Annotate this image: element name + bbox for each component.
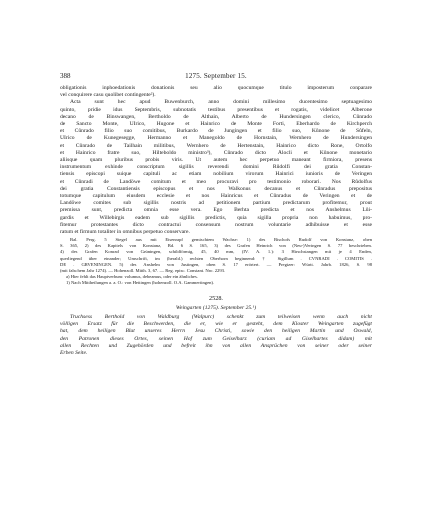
text-line: gardis et Willebirgis eadem sub sigillis predictis, quia sigilla propria non habuimus, pro- [60, 214, 372, 221]
note-line: querliegend über einander; Umschrift, im (herald.) rechten Oberhorn beginnend: † Sigillum . CVNRADI . COMITIS . [60, 255, 372, 261]
text-line: totumque capitulum eiusdem ecclesie et nos Hainricus et Cůnradus de Veringen et de [60, 193, 372, 200]
seal-description [60, 237, 372, 274]
note-line: Bal. Perg. 5 Siegel aus mit Eisenrapf gemischtem Wachse: 1) des Bischofs Rudolf von Konstanz, oben [70, 237, 372, 243]
footnote: 1) Nach Mittheilungen a. a. O.: von Hettingen (hohenzoll. O.A. Gammertingen). [66, 279, 215, 285]
text-line: ratum et firmum totaliter in omnibus perpetuo conservare. [60, 229, 190, 236]
running-header [60, 72, 372, 81]
text-line: de Sancto Monte, ŪIrico, Hugone et Hainrico de Monte Forti, Eberhardo de Kirchperch [60, 121, 372, 128]
text-line: ŪIrico de Kunegesegge, Hermanno et Manegoldo de Hornstain, Wernhero de Hundersingen [60, 135, 372, 142]
summary-line: hat, dem heiligen Blut unseres Herrn Jesu Christi, sowie den heiligen Martin und Oswald, [60, 328, 372, 335]
running-title: 1275. September 15. [185, 72, 247, 80]
text-line: Landöwe comites sub sigillis nostris ad petitionem partium predictarum profitemur, prout [60, 200, 372, 207]
text-body [60, 85, 372, 357]
text-line: instrumentum exhinde conscriptum sigillis reverendi domini Růdolfi dei gratia Constan- [60, 164, 372, 171]
text-line: et Cůnrado de Tailhain militibus, Wernhero de Hertenstain, Hainrico dicto Rone, Ortolfo [60, 142, 372, 149]
summary-line: Erben Seite. [60, 350, 88, 357]
summary-line: völligen Ersatz für die Beschwerden, die er, wie er gesteht, dem Kloster Weingarten zugefügt [60, 321, 372, 328]
text-line: premissa sunt, predicta omnia esse vera. Ego Berhta predicta et nos Anshelmus Lůi- [60, 207, 372, 214]
text-line: quinto, pridie idus Septembris, subnotatis testibus presentibus et rogatis, videlicet Alberone [60, 106, 372, 113]
note-line: DE . GRVENINGEN. 5) des Anshelm von Justingen, oben S. 17 erörtert. — Pregizer: Württ. Jahrb. 1826, S. 98 [60, 261, 372, 267]
footnotes [60, 274, 372, 286]
text-line: et Cůnradi de Landöwe comitum et meo procuravi pro testimonio roborari. Nos Růdolfus [60, 178, 372, 185]
place-date: Weingarten (1275). September 25.¹) [175, 305, 257, 312]
text-line: aliisque quam pluribus probis viris. Ut autem hec perpetuo maneant firmiora, presens [60, 157, 372, 164]
note-line: 4) des Grafen Konrad von Grüningen, schildförmig, 45, 40 mm, (IV. A. 1.): 3 Hirschstangen mit je 4 Enden, [60, 249, 372, 255]
note-line: (mit falschem Jahr 1274). — Hohenzoll. Mitth. 3, 67. — Reg. episc. Constant. Nro. 2293. [60, 267, 226, 273]
text-line: et Hainrico fratre suo, Hilteboldo ministro³), Cůnrado dicto Ålocli et Kůnone monetario [60, 149, 372, 156]
text-line: et Cůnrado filio suo comitibus, Burkardo de Jungingen et filio suo, Kůnone de Sůfeln, [60, 128, 372, 135]
text-line: tiensis episcopi suique capituli ac etiam nobilium virorum Hainrici iunioris de Veringen [60, 171, 372, 178]
text-line: decano de Binswangen, Bertholdo de Althain, Alberto de Hundersingen clerico, Cůnrado [60, 113, 372, 120]
text-line: Acta sunt hec apud Buwenburch, anno domini millesimo ducentesimo septuagesimo [70, 99, 372, 106]
document-summary [60, 314, 372, 357]
text-line: obligationis inphoedationis donationis seu alio quocumque titulo imposterum conparare [60, 85, 372, 91]
document-number: 2528. [209, 295, 223, 303]
text-line: vel conquirere casu quolibet contingente²). [60, 92, 156, 99]
footnote: a) Hier fehlt das Hauptverbum: volumus, debeamus, oder ein ähnliches. [66, 273, 198, 279]
charter-text [60, 85, 372, 236]
text-line: fitemur protestantes dicto contractui consensum nostrum voluntarie adhibuisse et esse [60, 221, 372, 228]
page-number: 388 [60, 72, 71, 80]
summary-line: allen Rechten und Zugehörden und befreit ihn von allen Ansprüchen von seiner oder seiner [60, 342, 372, 349]
text-line: dei gratia Constantiensis episcopus et nos Walkonus decanus et Cůnradus prepositus [60, 185, 372, 192]
summary-line: Truchsess Berthold von Waldburg (Walpurc) schenkt zum teilweisen wenn auch nicht [70, 314, 372, 321]
note-line: S. 365, 2) des Kapitels von Konstanz, Bd. 6 S. 165, 3) des Grafen Heinrich von (Neu-)Veringen S. 77 beschrieben. [60, 243, 372, 249]
summary-line: den Patronen dieses Ortes, seinen Hof zum Geiselharz (curiam ad Giselhartes didam) mit [60, 335, 372, 342]
